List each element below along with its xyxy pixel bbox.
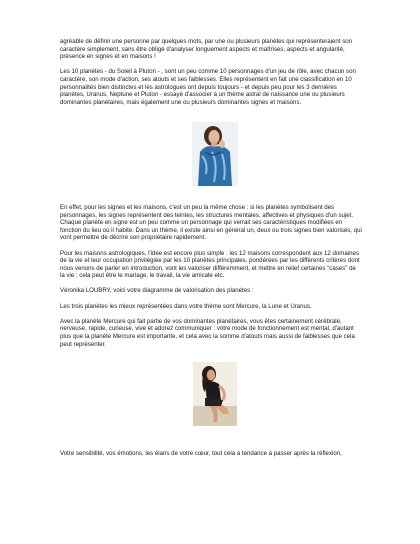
paragraph-intro-continued: agréable de définir une personne par quelques mots, par une ou plusieurs planètes qui représenteraient son caractère simplement, sans être obligé d'analyser longuement aspects et maîtrises, aspects et angularité, présence en signes et en maisons ! [60, 38, 353, 61]
paragraph-astrological-houses: Pour les maisons astrologiques, l'idée est encore plus simple : les 12 maisons correspondent aux 12 domaines de la vie et leur occupation privilégiée par les 10 planètes principales, pondérées par les différents critères dont nous venons de parler en introduction, vont les valoriser différemment, et mettre en relief certaines "cases" de la vie : cela peut être le mariage, le travail, la vie amicale etc. [60, 249, 360, 280]
paragraph-ten-planets: Les 10 planètes - du Soleil à Pluton - , sont un peu comme 10 personnages d'un jeu de rôle, avec chacun son caractère, son mode d'action, ses atouts et ses faiblesses. Elles représentent en fait une classification en 10 personnalités bien distinctes et les astrologues ont depuis toujours - et depuis peu pour les 3 dernières planètes, Uranus, Neptune et Pluton - essayé d'associer à un thème astral de naissance une ou plusieurs dominantes planétaires, mais également une ou plusieurs dominantes signes et maisons. [60, 68, 356, 106]
paragraph-signs-houses: En effet, pour les signes et les maisons, c'est un peu la même chose : si les planètes symbolisent des personnages, les signes représentent des teintes, les structures mentales, affectives et physiques d'un sujet. Chaque planète en signe est un peu comme un personnage qui verrait ses caractéristiques modifiées en fonction du lieu où il habite. Dans un thème, il existe ainsi en général un, deux ou trois signes bien valorisés, qui vont permettre de décrire son propriétaire rapidement. [60, 203, 362, 242]
woman-blue-shirt-photo [192, 122, 238, 186]
woman-seated-photo [193, 362, 237, 426]
paragraph-diagram-intro: Véronika LOUBRY, voici votre diagramme de valorisation des planètes : [60, 287, 254, 295]
paragraph-sensitivity: Votre sensibilité, vos émotions, les élans de votre cœur, tout cela a tendance à passer après la réflexion, [60, 449, 342, 457]
paragraph-mercury: Avec la planète Mercure qui fait partie de vos dominantes planétaires, vous êtes certainement cérébrale, nerveuse, rapide, curieuse, vive et adorez communiquer : votre mode de fonctionnement est mental, d'autant plus que la planète Mercure est importante, et cela avec la somme d'atouts mais aussi de faiblesses que cela peut représenter. [60, 317, 355, 348]
document-body [60, 38, 362, 465]
paragraph-top-planets: Les trois planètes les mieux représentées dans votre thème sont Mercure, la Lune et Uranus. [60, 302, 312, 310]
